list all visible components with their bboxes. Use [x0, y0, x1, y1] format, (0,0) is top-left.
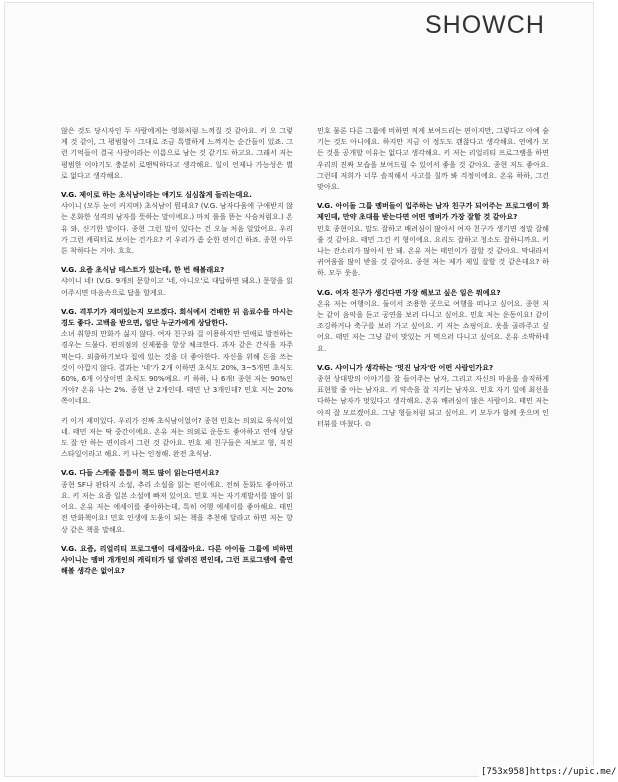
interview-question: V.G. 아이돌 그룹 멤버들이 입주하는 남자 친구가 되어주는 프로그램이 화제인데, 만약 초대를 받는다면 어떤 멤버가 가장 잘할 것 같아요?: [317, 201, 549, 222]
interview-paragraph: [317, 362, 549, 429]
left-text-column: [61, 125, 293, 584]
interview-paragraph: [317, 200, 549, 278]
interview-paragraph: [317, 287, 549, 354]
interview-answer: 종현 SF나 판타지 소설, 추리 소설을 읽는 편이에요. 전혀 동화도 좋아하고요. 키 저는 요즘 일본 소설에 빠져 있어요. 민호 저는 자기계발서를 많이 읽어요. 온유 저는 에세이를 좋아하는데, 특히 여행 에세이를 좋아해요. 태민 전 만화책이요! 민호 인생에 도움이 되는 책을 추천해 달라고 하면 저는 항상 같은 책을 말해요.: [61, 479, 293, 534]
interview-answer: 민호 종현이요. 말도 잘하고 배려심이 많아서 여자 친구가 생기면 정말 잘해줄 것 같아요. 태민 그건 키 형이에요. 요리도 잘하고 청소도 잘하니까요. 키 나는 잔소리가 많아서 안 돼. 온유 저는 태민이가 잘할 것 같아요. 막내라서 귀여움을 많이 받을 것 같아요. 종현 저는 제가 제일 잘할 것 같은데요? 하하. 모두 웃음.: [317, 223, 549, 278]
watermark-url[interactable]: [753x958]https://upic.me/: [481, 767, 617, 777]
interview-question: V.G. 요즘, 리얼리티 프로그램이 대세잖아요. 다른 아이돌 그룹에 비하면 샤이니는 멤버 개개인의 캐릭터가 덜 알려진 편인데, 그런 프로그램에 출연해볼 생각은 없어요?: [61, 543, 293, 576]
interview-paragraph: [61, 189, 293, 256]
interview-paragraph: [61, 543, 293, 577]
interview-answer: 키 이거 재미있다. 우리가 진짜 초식남이었어? 종현 민호는 의외로 육식이었네. 태민 저는 딱 중간이에요. 온유 저는 의외로 운동도 좋아하고 연애 상담도 잘 안 하는 편이라서 그런 것 같아요. 민호 제 친구들은 저보고 형, 직진 스타일이라고 해요. 키 나는 인정해. 완전 초식남.: [61, 415, 293, 459]
interview-question: V.G. 요즘 초식남 테스트가 있는데, 한 번 해볼래요?: [61, 265, 225, 275]
interview-answer: 샤이니 네! (V.G. 9개의 문항이고 '네, 아니오'로 대답하면 돼요.) 문항을 읽어주시면 마음속으로 답을 할게요.: [61, 276, 293, 297]
interview-answer: 종현 상대방의 이야기를 잘 들어주는 남자, 그리고 자신의 마음을 솔직하게 표현할 줄 아는 남자요. 키 약속을 잘 지키는 남자요. 민호 자기 일에 최선을 다하는 남자가 멋있다고 생각해요. 온유 배려심이 많은 사람이요. 태민 저는 아직 잘 모르겠어요. 그냥 형들처럼 되고 싶어요. 키 모두가 함께 웃으며 인터뷰를 마쳤다. ⊙: [317, 374, 549, 428]
interview-answer: 샤이니 (모두 눈이 커지며) 초식남이 뭔데요? (V.G. 남자다움에 구애받지 않는 온화한 성격의 남자를 뜻하는 말이에요.) 마치 풀을 뜯는 사슴처럼요.) 온유 와, 신기한 말이다. 종현 그런 말이 있다는 건 오늘 처음 알았어요. 우리가 그런 캐릭터로 보이는 건가요? 키 우리가 좀 순한 편이긴 하죠. 종현 아무튼 착하다는 거야. 흐흐.: [61, 201, 293, 256]
interview-paragraph: [61, 264, 293, 298]
interview-answer: 온유 저는 여행이요. 둘이서 조용한 곳으로 여행을 떠나고 싶어요. 종현 저는 같이 음악을 듣고 공연을 보러 다니고 싶어요. 민호 저는 운동이요! 같이 조깅하거나 축구를 보러 가고 싶어요. 키 저는 쇼핑이요. 옷을 골라주고 싶어요. 태민 저는 그냥 같이 맛있는 거 먹으러 다니고 싶어요. 온유 소박하네요.: [317, 298, 549, 353]
interview-paragraph: [61, 125, 293, 181]
interview-question: V.G. 샤이니가 생각하는 '멋진 남자'란 어떤 사람인가요?: [317, 362, 494, 372]
interview-answer: 민호 물론 다른 그룹에 비하면 적게 보여드리는 편이지만, 그렇다고 아예 숨기는 것도 아니에요. 하지만 지금 이 정도도 괜찮다고 생각해요. 연예가 모든 것을 공개할 이유는 없다고 생각해요. 키 저는 리얼리티 프로그램을 하면 우리의 진짜 모습을 보여드릴 수 있어서 좋을 것 같아요. 종현 저도 좋아요. 그런데 저희가 너무 솔직해서 사고를 칠까 봐 걱정이에요. 온유 하하, 그건 맞아요.: [317, 126, 549, 192]
interview-paragraph: [61, 306, 293, 407]
interview-paragraph: [61, 467, 293, 534]
magazine-page: [4, 2, 617, 777]
right-text-column: [317, 125, 549, 437]
interview-question: V.G. 여자 친구가 생긴다면 가장 해보고 싶은 일은 뭐예요?: [317, 287, 501, 297]
interview-answer: 소녀 취향의 만화가 싫지 않다. 여자 친구와 걸 이용하지만 연애로 발전하는 경우는 드물다. 편의점의 신제품을 항상 체크한다. 과자 같은 간식을 자주 먹는다. 외출하기보다 집에 있는 것을 더 좋아한다. 자신을 위해 돈을 쓰는 것이 아깝지 않다. 결과는 '네'가 2개 이하면 초식도 20%, 3~5개면 초식도 60%, 6개 이상이면 초식도 90%예요. 키 하하, 나 6개! 종현 저는 90%인 거야? 온유 나는 2%. 종현 난 2개인데. 태민 난 3개인데? 민호 저는 20% 쪽이네요.: [61, 329, 293, 406]
interview-question: V.G. 다들 스케줄 틈틈이 책도 많이 읽는다면서요?: [61, 468, 220, 478]
interview-question: V.G. 제이로 하는 초식남이라는 얘기도 심심찮게 들리는데요.: [61, 190, 252, 200]
interview-question: V.G. 격투기가 재미있는지 모르겠다. 회식에서 건배한 뒤 음료수를 마시는 경도 좋다. 고백을 받으면, 일단 누군가에게 상담한다.: [61, 306, 293, 328]
page-header-title: SHOWCH: [425, 11, 545, 39]
interview-answer: 않은 것도 당시자인 두 사람에게는 영화처럼 느껴질 것 같아요. 키 오 그렇게 것 같이, 그 평범함이 그대로 조금 특별하게 느껴지는 순간들이 있죠. 그런 기억들이 결국 사랑이라는 이름으로 남는 것 같기도 하고요. 그래서 저는 평범한 이야기도 충분히 로맨틱하다고 생각해요. 일이 언제나 가능성은 별로 없다고 생각해요.: [61, 126, 293, 180]
interview-paragraph: [61, 415, 293, 460]
interview-paragraph: [317, 125, 549, 192]
